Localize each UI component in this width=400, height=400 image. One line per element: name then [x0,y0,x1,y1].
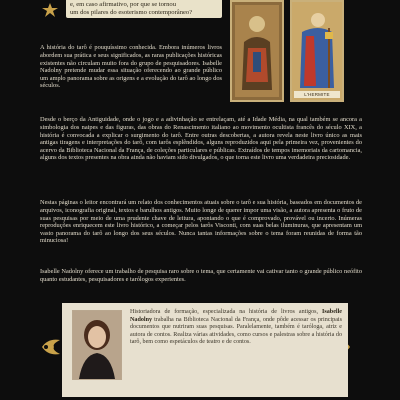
paragraph-history: Desde o berço da Antiguidade, onde o jogo e a adivinhação se entrelaçam, até a Idade Média, na qual também se ancora a simbologia dos naipes e das figuras, das obras do Renascimento italiano ao movimento ocultista francês do século XIX, a história é convocada a explicar o surgimento do tarô. Entre outras descobertas, a autora revela neste livro único as mais antigas tiragens e interpretações do tarô, com tarôs esplêndidos, alguns reproduzidos aqui pela primeira vez, provenientes do acervo da Biblioteca Nacional da França, de coleções particulares e públicas. Extraídos de tempos imemoriais da cartomancia, alguns dos textos presentes na obra ainda não haviam sido divulgados, o que torna este livro uma verdadeira preciosidade. [40,116,362,162]
question-line-2: um dos pilares do esoterismo contemporâneo? [70,9,193,16]
ornament-left-icon [40,336,62,358]
author-name: Isabelle Nadolny [130,309,342,323]
bio-text-start: Historiadora de formação, especializada na história de livros antigos, [130,309,323,315]
paragraph-intro: A história do tarô é pouquíssimo conhecida. Embora inúmeros livros abordem sua prática e seus significados, as raras publicações históricas existentes não circulam muito fora do grupo de pesquisadores. Isabelle Nadolny pretende mudar essa situação oferecendo ao grande público um amplo panorama sobre as origens e a evolução do tarô ao longo dos séculos. [40,44,222,90]
card-caption: L'HERMITE [294,91,340,98]
author-bio-text [130,309,342,347]
tarot-card-hermit [290,0,344,102]
question-line-1: e, em caso afirmativo, por que se tornou [70,1,177,8]
ornament-flourish-icon [40,2,60,18]
tarot-figure-icon [232,2,282,100]
bio-text-end: trabalha na Biblioteca Nacional da França, onde pôde acessar os principais documentos que nutriram suas pesquisas. Paralelamente, também é taróloga, atriz e autora de contos. Realiza várias atividades, como cursos e palestras sobre a história do tarô, bem como espetáculos de teatro e de contos. [130,316,342,346]
paragraph-closing: Isabelle Nadolny oferece um trabalho de pesquisa raro sobre o tema, que certamente vai cativar tanto o grande público neófito quanto estudantes, pesquisadores e tarólogos experientes. [40,268,362,283]
author-portrait-icon [73,311,121,379]
question-box [66,0,222,18]
paragraph-content: Nestas páginas o leitor encontrará um relato dos conhecimentos atuais sobre o tarô e sua história, baseados em documentos de arquivos, iconografia original, textos e barulhos antigos. Muito longe de querer impor uma visão, a autora apresenta o fruto de suas pesquisas por meio de uma prudente chave de leitura, apontando o que é comprovado, provável ou incerto. Inúmeras reproduções enriquecem este livro histórico, a começar pelos tarôs Visconti, com suas belas iluminuras, que apresentam um vasto panorama do tarô ao longo dos seus séculos. Nunca tantas informações sobre o tema foram reunidas de forma tão minuciosa! [40,199,362,245]
tarot-card-illustration [230,0,284,102]
hermit-figure-icon [292,2,342,100]
author-photo [72,310,122,380]
